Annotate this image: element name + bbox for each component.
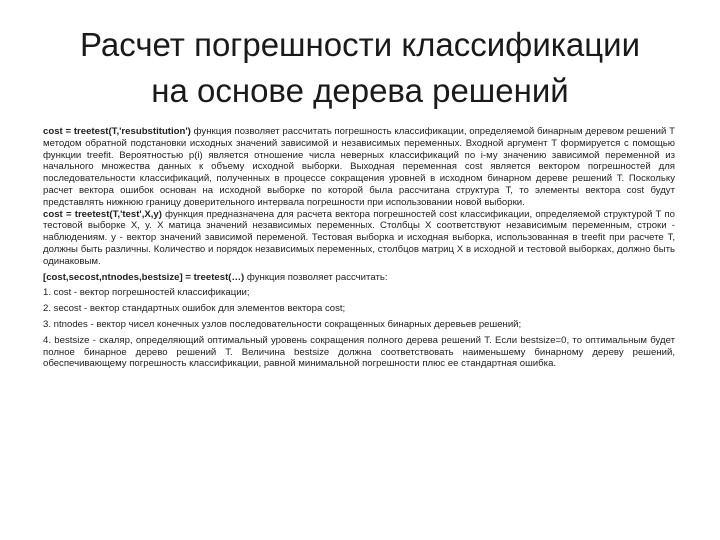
paragraph-text: функция предназначена для расчета вектора погрешностей cost классификации, определяемой структурой T по тестовой выборке X, y. X матица значений независимых переменных. Столбцы X соответствуют независимым переменным, строки - наблюдениям. y - вектор значений зависимой переменой. Тестовая выборка и исходная выборка, использованная в treefit при расчете T, должны быть различны. Количество и порядок независимых переменных, столбцов матриц X в исходной и тестовой выборках, должно быть одинаковым.: [43, 208, 675, 267]
list-item: 2. secost - вектор стандартных ошибок для элементов вектора cost;: [43, 303, 346, 315]
paragraph-resubstitution: [43, 126, 675, 209]
paragraph-test: [43, 209, 675, 268]
paragraph-outputs: [43, 272, 675, 284]
function-signature: cost = treetest(T,'resubstitution'): [43, 126, 191, 137]
title-line-1: Расчет погрешности классификации: [79, 26, 641, 63]
slide-title: [20, 22, 700, 114]
paragraph-text: функция позволяет рассчитать погрешность классификации, определяемой бинарным деревом решений T методом обратной подстановки исходных значений зависимой и независимых переменных. Входной аргумент T формируется с помощью функции treefit. Вероятностью p(i) является отношение числа неверных классификаций по i-му значению зависимой переменной из начального множества данных к объему исходной выборки. Выходная переменная cost является вектором погрешностей для последовательности классификаций, полученных в процессе сокращения уровней в исходном бинарном дереве решений T. Поскольку расчет вектора ошибок основан на исходной выборке по которой была рассчитана структура T, то элементы вектора cost будут представлять нижнюю границу доверительного интервала погрешности при использовании новой выборки.: [43, 126, 675, 208]
title-line-2: на основе дерева решений: [151, 72, 569, 109]
list-item: 3. ntnodes - вектор чисел конечных узлов последовательности сокращенных бинарных деревьев решений;: [43, 318, 522, 330]
function-signature: [cost,secost,ntnodes,bestsize] = treetest(…): [43, 271, 245, 283]
list-item: 1. cost - вектор погрешностей классификации;: [43, 287, 250, 299]
function-signature: cost = treetest(T,'test',X,y): [43, 208, 162, 220]
list-item: 4. bestsize - скаляр, определяющий оптимальный уровень сокращения полного дерева решений T. Если bestsize=0, то оптимальным будет полное бинарное дерево решений T. Величина bestsize должна соответствовать наименьшему бинарному дереву решений, обеспечивающему погрешность классификации, равной минимальной погрешности плюс ее стандартная ошибка.: [43, 334, 675, 370]
paragraph-text: функция позволяет рассчитать:: [244, 271, 388, 283]
slide-body: [43, 126, 675, 370]
